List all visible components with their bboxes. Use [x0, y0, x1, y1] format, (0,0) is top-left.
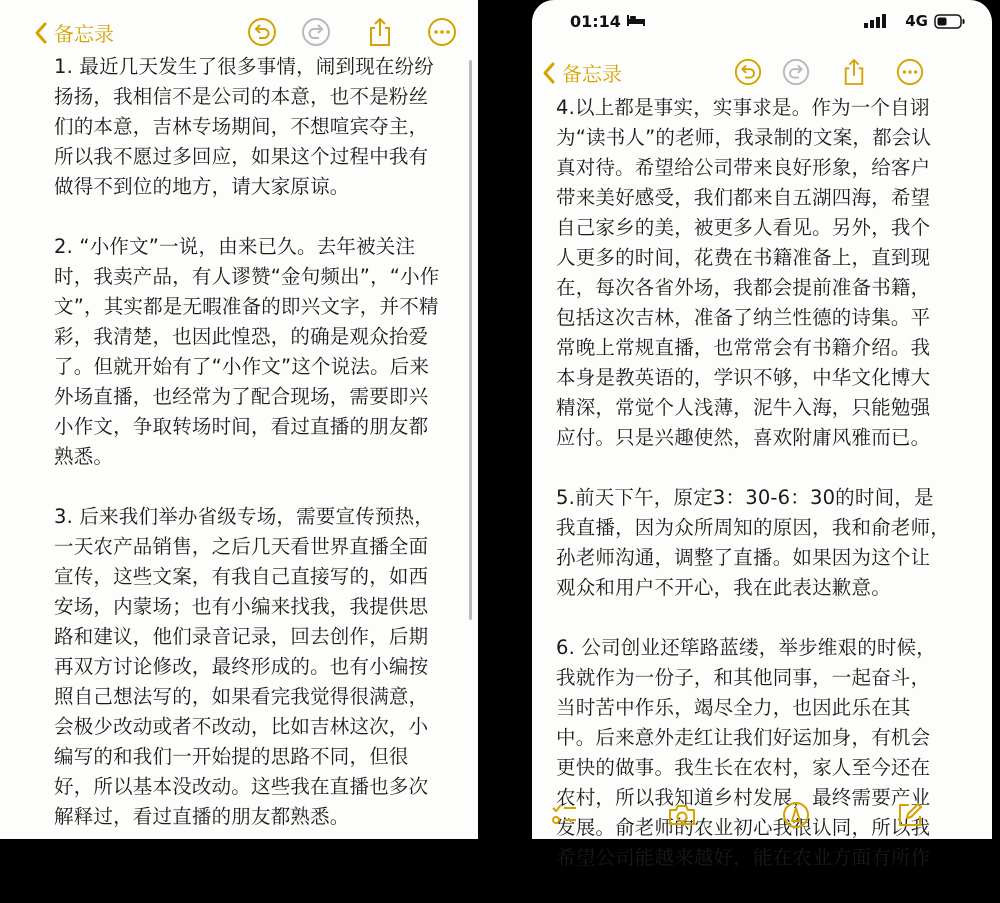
pen-tip-icon [782, 801, 810, 829]
redo-button[interactable] [776, 52, 816, 92]
back-label: 备忘录 [54, 22, 114, 46]
redo-icon [301, 17, 331, 47]
more-icon [896, 58, 924, 86]
undo-button[interactable] [728, 52, 768, 92]
share-icon [367, 17, 393, 47]
checklist-icon [551, 803, 577, 827]
more-icon [427, 17, 457, 47]
note-paragraph: 4.以上都是事实，实事求是。作为一个自诩 为“读书人”的老师，我录制的文案，都会认 真对待。希望给公司带来良好形象，给客户 带来美好感受，我们都来自五湖四海，希望 自己家乡的美，被更多人看见。另外，我个 人更多的时间，花费在书籍准备上，直到现 在，每次各省外场，我都会提前准备书籍， 包括这次吉林，准备了纳兰性德的诗集。平 常晚上常规直播，也常常会有书籍介绍。我 本身是教英语的，学识不够，中华文化博大 精深，常觉个人浅薄，泥牛入海，只能勉强 应付。只是兴趣使然，喜欢附庸风雅而已。 [556, 96, 932, 449]
compose-button[interactable] [896, 801, 924, 829]
markup-button[interactable] [782, 801, 810, 829]
note-body[interactable] [556, 93, 960, 903]
right-notes-screen [532, 0, 992, 869]
bottom-toolbar [532, 797, 992, 839]
checklist-button[interactable] [550, 801, 578, 829]
note-paragraph: 1. 最近几天发生了很多事情，闹到现在纷纷 扬扬，我相信不是公司的本意，也不是粉丝 们的本意，吉林专场期间，不想喧宾夺主， 所以我不愿过多回应，如果这个过程中我有 做得不到位的地方，请大家原谅。 [54, 55, 435, 198]
share-button[interactable] [360, 12, 400, 52]
redo-icon [782, 58, 810, 86]
note-body[interactable] [54, 52, 458, 862]
back-label: 备忘录 [562, 62, 622, 86]
camera-icon [668, 804, 696, 826]
note-paragraph: 6. 公司创业还筚路蓝缕，举步维艰的时候， 我就作为一份子，和其他同事，一起奋斗， 当时苦中作乐，竭尽全力，也因此乐在其 中。后来意外走红让我们好运加身，有机会 更快的做事。我生长在农村，家人至今还在 农村，所以我知道乡村发展，最终需要产业 发展。俞老师的农业初心我很认同，所以我 希望公司能越来越好，能在农业方面有所作 [556, 636, 937, 869]
status-bar [532, 0, 992, 44]
network-type: 4G [905, 12, 928, 30]
chevron-left-icon [542, 62, 556, 84]
note-paragraph: 2. “小作文”一说，由来已久。去年被关注 时，我卖产品，有人谬赞“金句频出”，“小作 文”，其实都是无暇准备的即兴文字，并不精 彩，我清楚，也因此惶恐，的确是观众抬爱 了。但就开始有了“小作文”这个说法。后来 外场直播，也经常为了配合现场，需要即兴 小作文，争取转场时间，看过直播的朋友都 熟悉。 [54, 235, 440, 468]
note-paragraph: 5.前天下午，原定3：30-6：30的时间，是 我直播，因为众所周知的原因，我和俞老师， 孙老师沟通，调整了直播。如果因为这个让 观众和用户不开心，我在此表达歉意。 [556, 486, 951, 599]
scroll-indicator[interactable] [469, 60, 472, 620]
chevron-left-icon [34, 22, 48, 44]
more-button[interactable] [890, 52, 930, 92]
undo-icon [734, 58, 762, 86]
notes-nav-bar [532, 44, 992, 100]
back-button[interactable] [34, 18, 114, 47]
share-button[interactable] [834, 52, 874, 92]
signal-icon [864, 14, 886, 28]
undo-button[interactable] [242, 12, 282, 52]
camera-button[interactable] [668, 801, 696, 829]
sleep-focus-icon [626, 13, 646, 27]
left-notes-screen [0, 0, 478, 839]
undo-icon [247, 17, 277, 47]
share-icon [842, 58, 866, 86]
note-paragraph: 3. 后来我们举办省级专场，需要宣传预热， 一天农产品销售，之后几天看世界直播全面 宣传，这些文案，有我自己直接写的，如西 安场，内蒙场；也有小编来找我，我提供思 路和建议，他们录音记录，回去创作，后期 再双方讨论修改，最终形成的。也有小编按 照自己想法写的，如果看完我觉得很满意， 会极少改动或者不改动，比如吉林这次，小 编写的和我们一开始提的思路不同，但很 好，所以基本没改动。这些我在直播也多次 解释过，看过直播的朋友都熟悉。 [54, 505, 435, 828]
more-button[interactable] [422, 12, 462, 52]
compose-icon [897, 802, 923, 828]
battery-icon [934, 14, 966, 29]
status-time: 01:14 [570, 12, 621, 31]
back-button[interactable] [542, 58, 622, 87]
redo-button[interactable] [296, 12, 336, 52]
